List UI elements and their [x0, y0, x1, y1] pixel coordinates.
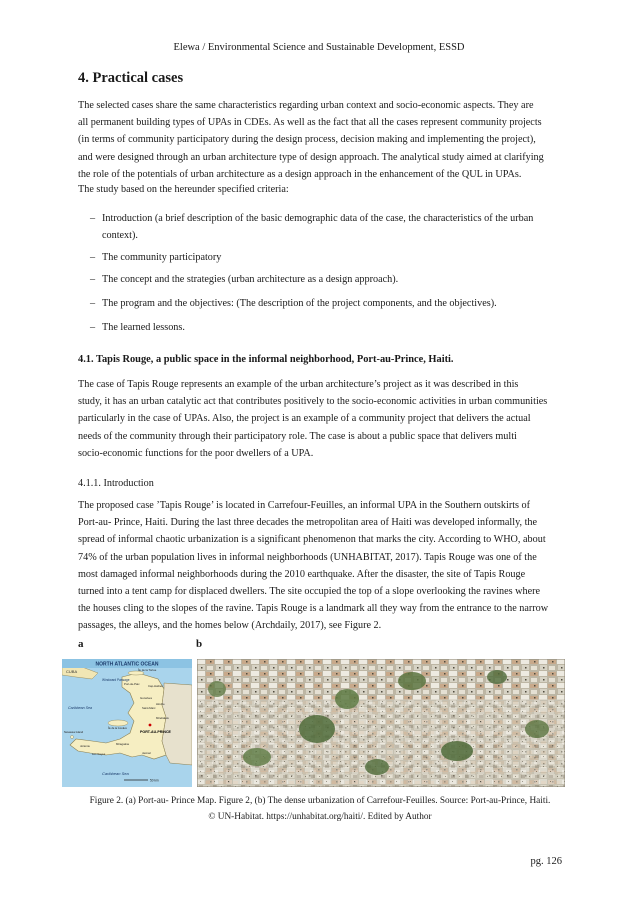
map-label-place: Les Cayes — [92, 752, 106, 756]
body-line: needs of the community through their participatory role. The case is about a public space that delivers multi — [78, 430, 517, 442]
running-header: Elewa / Environmental Science and Sustainable Development, ESSD — [173, 42, 465, 53]
map-scale-label: 50 km — [150, 778, 159, 783]
map-label-place: Port-de-Paix — [124, 682, 140, 686]
tree-cluster — [441, 741, 473, 761]
dominican-republic-landmass — [162, 683, 192, 765]
intro-line: the role of the potentials of urban architecture as a design approach in the enhancement of the QUL in UPAs. — [78, 168, 522, 180]
tree-cluster — [487, 670, 507, 684]
caption-line: © UN-Habitat. https://unhabitat.org/haiti/. Edited by Author — [208, 812, 432, 822]
criteria-item — [90, 271, 562, 288]
body-line: Port-au- Prince, Haiti. During the last three decades the metropolitan area of Haiti was developed informally, the — [78, 517, 538, 529]
criteria-text: The learned lessons. — [102, 322, 185, 333]
section-4-heading: 4. Practical cases — [78, 70, 184, 86]
section-4-1-1-heading: 4.1.1. Introduction — [78, 478, 154, 489]
map-label-place: Jacmel — [142, 751, 151, 755]
tree-cluster — [365, 759, 389, 775]
criteria-lead: The study based on the hereunder specified criteria: — [78, 184, 289, 195]
map-label-caribbean-bottom: Caribbean Sea — [102, 771, 129, 776]
map-label-place: Cap-Haïtien — [148, 684, 163, 688]
map-label-windward-passage: Windward Passage — [102, 678, 130, 682]
map-label-place: Hinche — [156, 702, 165, 706]
ocean-title: NORTH ATLANTIC OCEAN — [95, 661, 159, 668]
tree-cluster — [525, 720, 549, 738]
figure-label-a: a — [78, 638, 84, 650]
body-line: turned into a tent camp for displaced dwellers. The site occupied the top of a slope overlooking the ravines where — [78, 586, 541, 598]
criteria-text: The program and the objectives: (The description of the project components, and the objectives). — [102, 298, 497, 309]
criteria-text-cont: context). — [102, 230, 138, 242]
criteria-item — [90, 319, 562, 336]
intro-line: all permanent building types of UPAs in CDEs. As well as the fact that all the cases represent community projects — [78, 117, 542, 129]
list-dash: – — [90, 298, 96, 309]
body-line: particularly in the case of UPAs. Also, the project is an example of a community project that delivers the actual — [78, 413, 531, 425]
intro-line: and were designed through an urban architecture type of design approach. The analytical study aimed at clarifying — [78, 151, 544, 163]
criteria-item — [90, 295, 562, 312]
list-dash: – — [90, 213, 96, 224]
caption-line: Figure 2. (a) Port-au- Prince Map. Figure 2, (b) The dense urbanization of Carrefour-Feuilles. Source: Port-au-Prince, Haiti. — [89, 796, 551, 806]
page-number: pg. 126 — [530, 856, 562, 867]
map-label-place: Île de la Gonâve — [108, 727, 127, 730]
list-dash: – — [90, 274, 96, 285]
body-line: The case of Tapis Rouge represents an example of the urban architecture’s project as it was described in this — [78, 379, 519, 390]
map-label-place: Gonaïves — [140, 696, 152, 700]
body-line: passages, the alleys, and the homes below (Archdaily, 2017), see Figure 2. — [78, 620, 382, 632]
section-4-1-1-body — [78, 497, 562, 635]
body-line: study, it has an urban catalytic act that contributes positively to the socio-economic activities in urban communities — [78, 396, 548, 408]
figure-label-b: b — [196, 638, 203, 650]
tree-cluster — [208, 681, 226, 697]
criteria-text: The community participatory — [102, 252, 222, 263]
map-label-place: Île de la Tortue — [138, 668, 157, 672]
map-label-cuba: CUBA — [66, 669, 78, 674]
carrefour-feuilles-photo — [197, 659, 565, 787]
body-line: 74% of the urban population lives in informal neighborhoods (UNHABITAT, 2017). Tapis Rouge was one of the — [78, 551, 537, 563]
haiti-map — [62, 659, 192, 787]
body-line: the houses cling to the slopes of the ravine. Tapis Rouge is a landmark all they way from the entrance to the narrow — [78, 603, 549, 615]
navassa-island — [71, 736, 74, 739]
criteria-text: Introduction (a brief description of the basic demographic data of the case, the characteristics of the urban — [102, 213, 534, 224]
map-label-place: Jérémie — [80, 744, 90, 748]
tree-cluster — [335, 689, 359, 709]
map-label-caribbean-left: Caribbean Sea — [68, 706, 92, 710]
intro-line: (in terms of community participatory during the design process, decision making and implementing the project), — [78, 134, 536, 146]
section-4-1-heading: 4.1. Tapis Rouge, a public space in the informal neighborhood, Port-au-Prince, Haiti. — [78, 354, 454, 365]
map-label-place: Miragoâne — [116, 742, 130, 746]
map-label-place: Navassa Island — [64, 730, 84, 734]
body-line: The proposed case ’Tapis Rouge’ is located in Carrefour-Feuilles, an informal UPA in the Southern outskirts of — [78, 500, 531, 511]
map-label-place: Mirebalais — [156, 716, 169, 720]
intro-line: The selected cases share the same characteristics regarding urban context and socio-economic aspects. They are — [78, 100, 534, 111]
criteria-item — [90, 249, 562, 266]
list-dash: – — [90, 252, 96, 263]
body-line: spread of informal chaotic urbanization is a significant phenomenon that marks the city. According to WHO, about — [78, 534, 546, 546]
criteria-text: The concept and the strategies (urban architecture as a design approach). — [102, 274, 399, 285]
body-line: most damaged informal neighborhoods during the 2010 earthquake. After the disaster, the site of Tapis Rouge — [78, 568, 526, 580]
tree-cluster — [299, 715, 335, 743]
capital-marker — [149, 724, 152, 727]
criteria-item — [90, 210, 562, 244]
section-4-1-body — [78, 376, 562, 462]
list-dash: – — [90, 322, 96, 333]
tree-cluster — [398, 672, 426, 690]
map-label-capital: PORT-AU-PRINCE — [140, 730, 171, 734]
figure-caption — [70, 793, 570, 825]
body-line: socio-economic functions for the poor dwellers of a UPA. — [78, 447, 314, 459]
tree-cluster — [243, 748, 271, 766]
section-4-intro — [78, 97, 562, 183]
gonave-island — [108, 720, 128, 726]
map-label-place: Saint-Marc — [142, 706, 156, 710]
